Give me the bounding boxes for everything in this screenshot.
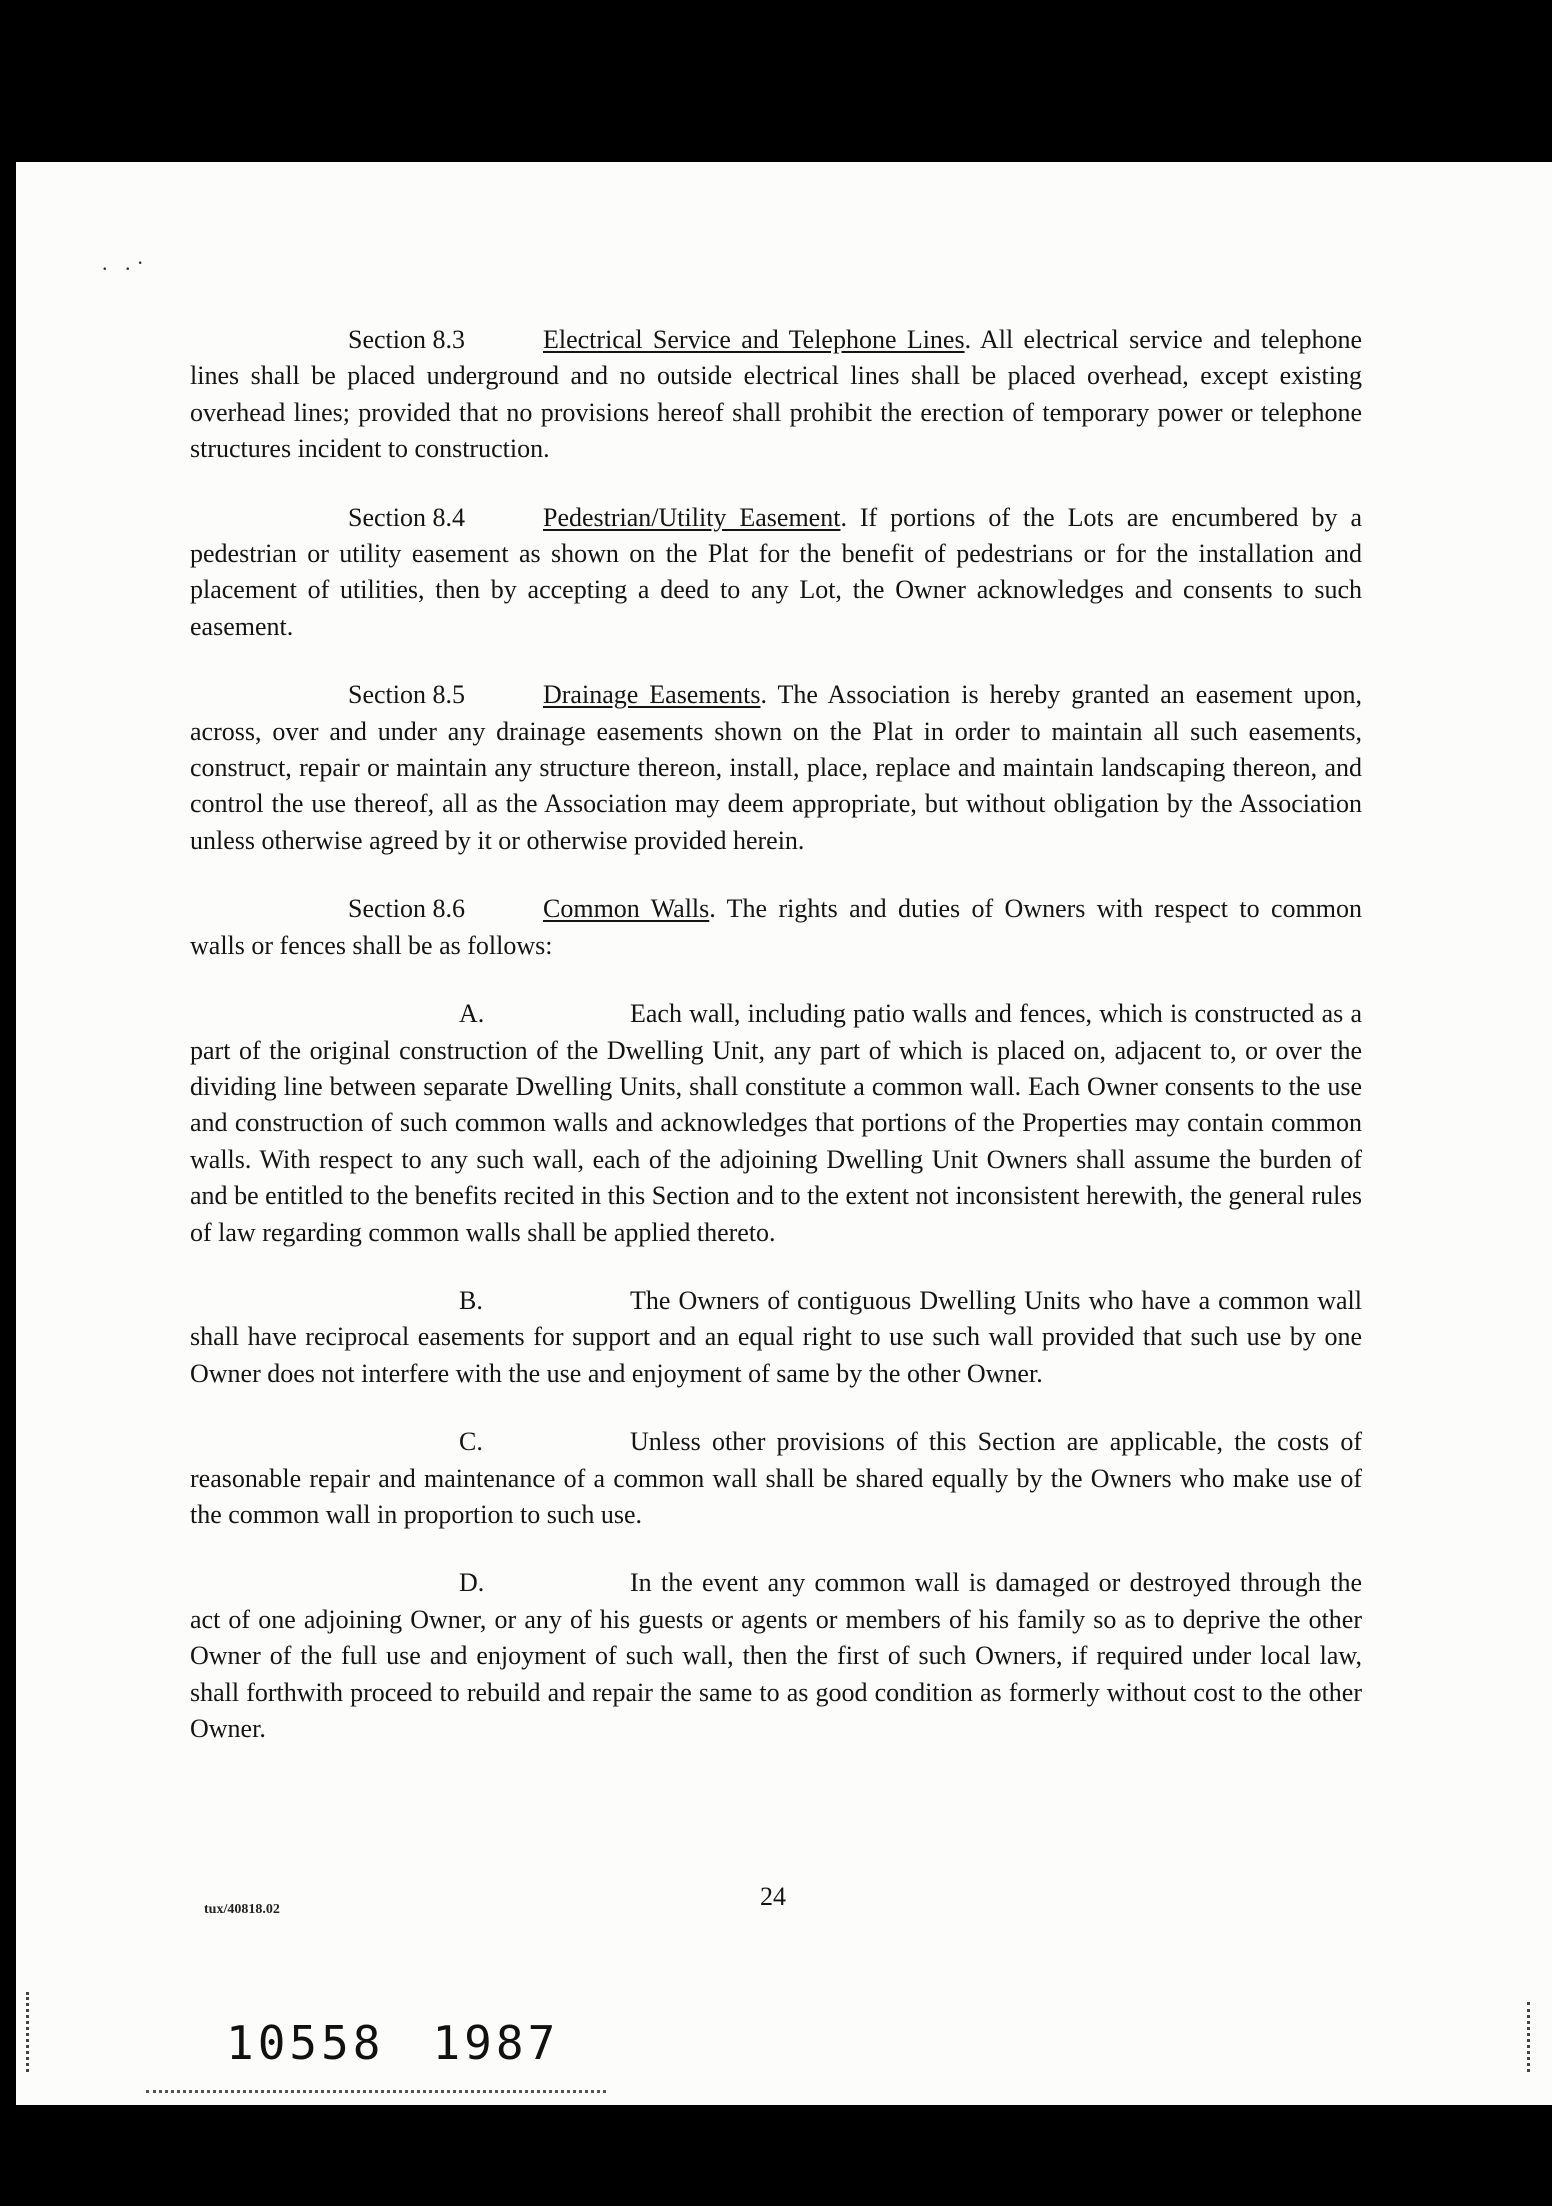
- section-text: . If portions of the Lots are encumbered by a pedestrian or utility easement as shown on the Plat for the benefit of pedestrians or for the installation and placement of utilities, then by accepting a deed to any Lot, the Owner acknowledges and consents to such easement.: [190, 502, 1362, 641]
- scan-edge-dots-right: [1527, 2002, 1534, 2072]
- page-number: 24: [760, 1882, 786, 1911]
- section-8-6: [190, 891, 1362, 964]
- subsection-letter: A.: [459, 999, 485, 1029]
- subsection-b: [190, 1283, 1362, 1392]
- subsection-a: [190, 996, 1362, 1251]
- subsection-text: In the event any common wall is damaged or destroyed through the act of one adjoining Owner, or any of his guests or agents or members of his family so as to deprive the other Owner of the full use and enjoyment of such wall, then the first of such Owners, if required under local law, shall forthwith proceed to rebuild and repair the same to as good condition as formerly without cost to the other Owner.: [190, 1568, 1362, 1743]
- subsection-text: Unless other provisions of this Section are applicable, the costs of reasonable repair and maintenance of a common wall shall be shared equally by the Owners who make use of the common wall in proportion to such use.: [190, 1427, 1362, 1529]
- section-title: Common Walls: [543, 894, 710, 924]
- section-8-4: [190, 500, 1362, 646]
- document-page: [16, 162, 1552, 2105]
- section-text: . All electrical service and telephone lines shall be placed underground and no outside electrical lines shall be placed overhead, except existing overhead lines; provided that no provisions hereof shall prohibit the erection of temporary power or telephone structures incident to construction.: [190, 325, 1362, 464]
- subsection-c: [190, 1424, 1362, 1533]
- scan-edge-dots-left: [26, 1992, 33, 2072]
- stamp-page-number: 1987: [432, 2016, 560, 2070]
- section-text: . The Association is hereby granted an easement upon, across, over and under any drainage easements shown on the Plat in order to maintain all such easements, construct, repair or maintain any structure thereon, install, place, replace and maintain landscaping thereon, and control the use thereof, all as the Association may deem appropriate, but without obligation by the Association unless otherwise agreed by it or otherwise provided herein.: [190, 680, 1363, 855]
- section-text: . The rights and duties of Owners with respect to common walls or fences shall be as follows:: [190, 894, 1362, 960]
- subsection-text: Each wall, including patio walls and fences, which is constructed as a part of the original construction of the Dwelling Unit, any part of which is placed on, adjacent to, or over the dividing line between separate Dwelling Units, shall constitute a common wall. Each Owner consents to the use and construction of such common walls and acknowledges that portions of the Properties may contain common walls. With respect to any such wall, each of the adjoining Dwelling Unit Owners shall assume the burden of and be entitled to the benefits recited in this Section and to the extent not inconsistent herewith, the general rules of law regarding common walls shall be applied thereto.: [190, 999, 1362, 1247]
- section-8-5: [190, 677, 1362, 859]
- subsection-letter: B.: [459, 1285, 483, 1315]
- recording-stamp: [226, 2016, 559, 2070]
- section-8-3: [190, 322, 1362, 468]
- scan-specks: . .·: [102, 250, 150, 275]
- document-code: tux/40818.02: [204, 1902, 280, 1917]
- section-number: Section 8.3: [348, 325, 465, 354]
- subsection-d: [190, 1565, 1362, 1747]
- subsection-letter: C.: [459, 1427, 483, 1457]
- document-body: [190, 322, 1362, 1779]
- section-number: Section 8.4: [348, 502, 465, 532]
- stamp-book-number: 10558: [226, 2016, 385, 2070]
- section-title: Electrical Service and Telephone Lines: [543, 325, 965, 354]
- subsection-letter: D.: [459, 1568, 485, 1598]
- section-number: Section 8.6: [348, 894, 465, 924]
- section-title: Pedestrian/Utility Easement: [543, 502, 841, 532]
- section-title: Drainage Easements: [543, 680, 761, 710]
- section-number: Section 8.5: [348, 680, 465, 710]
- scan-edge-dots-bottom: [146, 2090, 606, 2093]
- subsection-text: The Owners of contiguous Dwelling Units who have a common wall shall have reciprocal easements for support and an equal right to use such wall provided that such use by one Owner does not interfere with the use and enjoyment of same by the other Owner.: [190, 1285, 1362, 1388]
